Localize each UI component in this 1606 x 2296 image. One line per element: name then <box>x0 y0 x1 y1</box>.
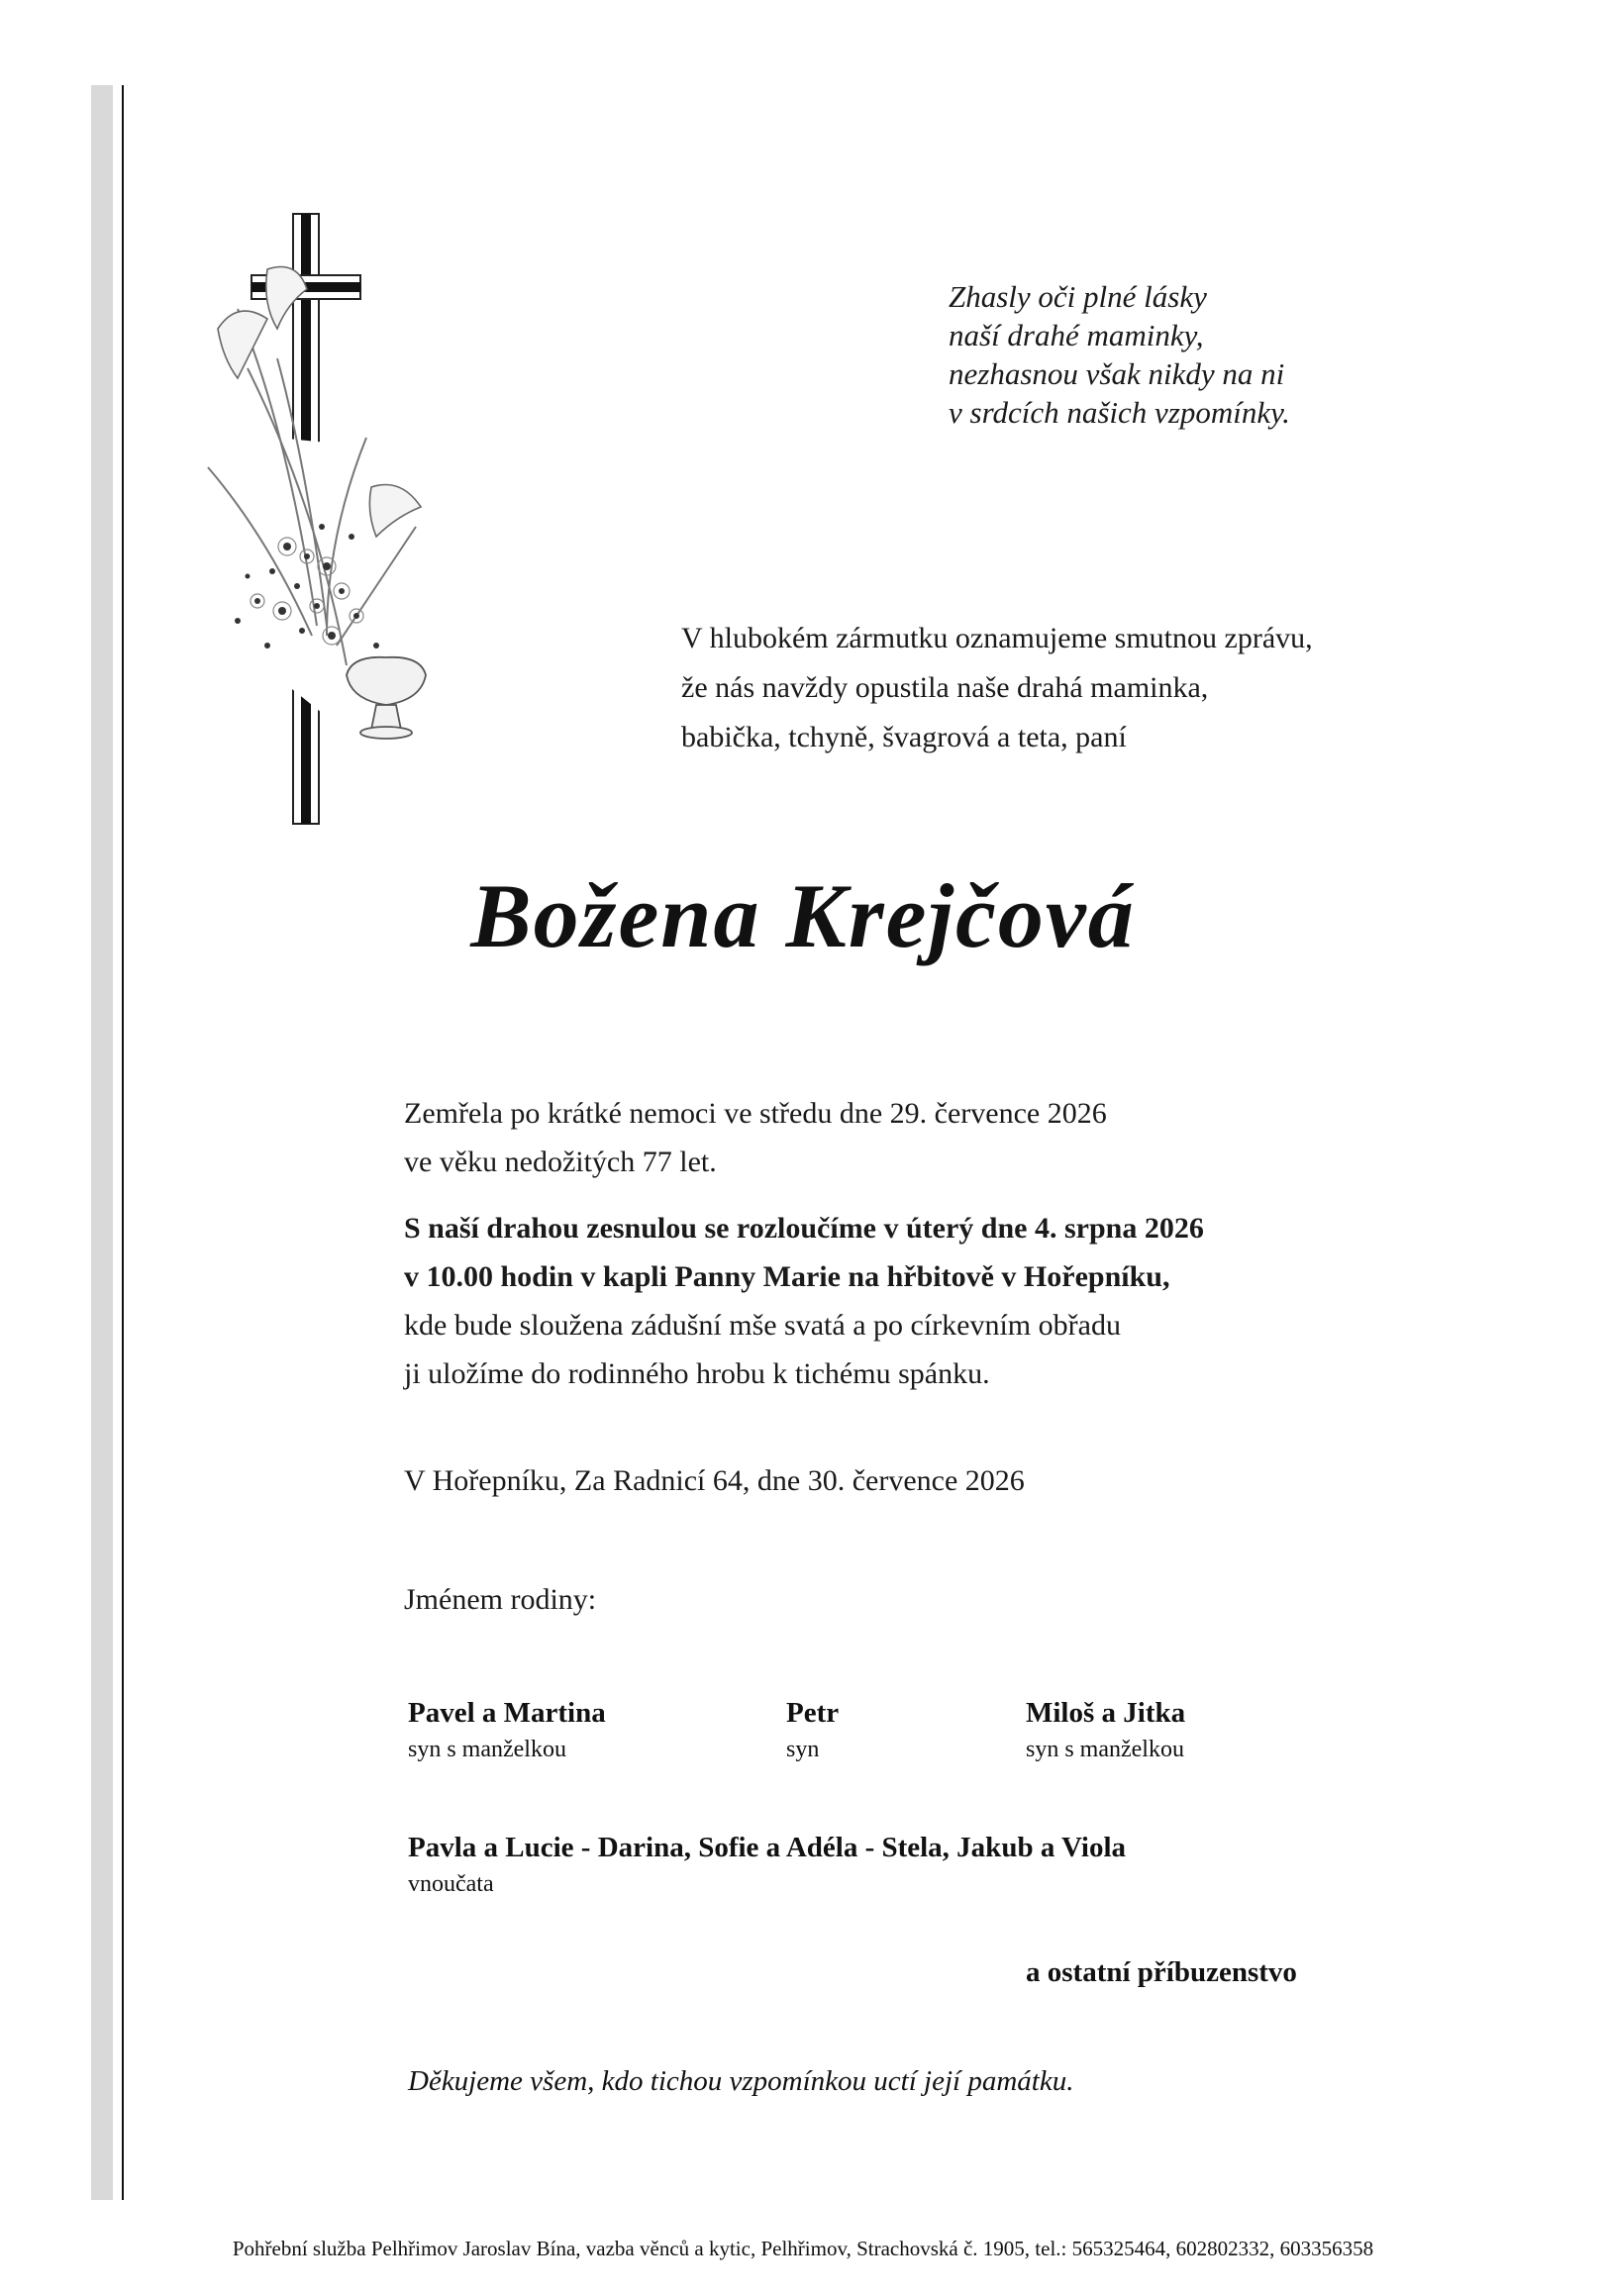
announcement-line: že nás navždy opustila naše drahá maminka, <box>681 671 1209 704</box>
grandchildren-entry <box>408 1828 1126 1901</box>
relative-names: Petr <box>786 1697 840 1729</box>
memorial-poem <box>949 277 1290 432</box>
funeral-line: kde bude sloužena zádušní mše svatá a po církevním obřadu <box>404 1309 1121 1342</box>
poem-line: naší drahé maminky, <box>949 318 1204 352</box>
thanks-line: Děkujeme všem, kdo tichou vzpomínkou uctí její památku. <box>408 2065 1074 2097</box>
grandchildren-names: Pavla a Lucie - Darina, Sofie a Adéla - Stela, Jakub a Viola <box>408 1832 1127 1863</box>
announcement <box>681 614 1313 762</box>
death-info-line: Zemřela po krátké nemoci ve středu dne 29. července 2026 <box>404 1097 1107 1130</box>
relative-entry <box>408 1693 606 1766</box>
on-behalf-heading: Jménem rodiny: <box>404 1583 597 1616</box>
poem-line: nezhasnou však nikdy na ni <box>949 356 1285 391</box>
funeral-service-footer: Pohřební služba Pelhřimov Jaroslav Bína, vazba věnců a kytic, Pelhřimov, Strachovská č. 1905, tel.: 565325464, 602802332, 603356358 <box>232 2237 1374 2260</box>
grandchildren-relation: vnoučata <box>408 1871 494 1897</box>
other-relatives: a ostatní příbuzenstvo <box>1026 1956 1297 1988</box>
deceased-name: Božena Krejčová <box>470 865 1136 966</box>
funeral-bold-line: v 10.00 hodin v kapli Panny Marie na hřbitově v Hořepníku, <box>404 1260 1170 1293</box>
funeral-info <box>404 1204 1204 1398</box>
cross-with-lilies-icon <box>178 210 465 834</box>
funeral-bold-line: S naší drahou zesnulou se rozloučíme v úterý dne 4. srpna 2026 <box>404 1212 1204 1245</box>
relative-relation: syn s manželkou <box>1026 1737 1184 1762</box>
funeral-line: ji uložíme do rodinného hrobu k tichému spánku. <box>404 1357 990 1390</box>
relative-names: Miloš a Jitka <box>1026 1697 1186 1729</box>
poem-line: v srdcích našich vzpomínky. <box>949 395 1290 430</box>
announcement-line: V hlubokém zármutku oznamujeme smutnou zprávu, <box>681 622 1313 654</box>
death-info <box>404 1089 1107 1186</box>
place-and-date: V Hořepníku, Za Radnicí 64, dne 30. července 2026 <box>404 1464 1025 1497</box>
relative-relation: syn <box>786 1737 820 1762</box>
death-info-line: ve věku nedožitých 77 let. <box>404 1146 717 1178</box>
relative-entry <box>786 1693 839 1766</box>
relative-relation: syn s manželkou <box>408 1737 566 1762</box>
left-border-gray <box>91 85 113 2200</box>
left-border-line <box>122 85 124 2200</box>
announcement-line: babička, tchyně, švagrová a teta, paní <box>681 721 1127 753</box>
poem-line: Zhasly oči plné lásky <box>949 279 1207 314</box>
relative-entry <box>1026 1693 1185 1766</box>
relative-names: Pavel a Martina <box>408 1697 606 1729</box>
